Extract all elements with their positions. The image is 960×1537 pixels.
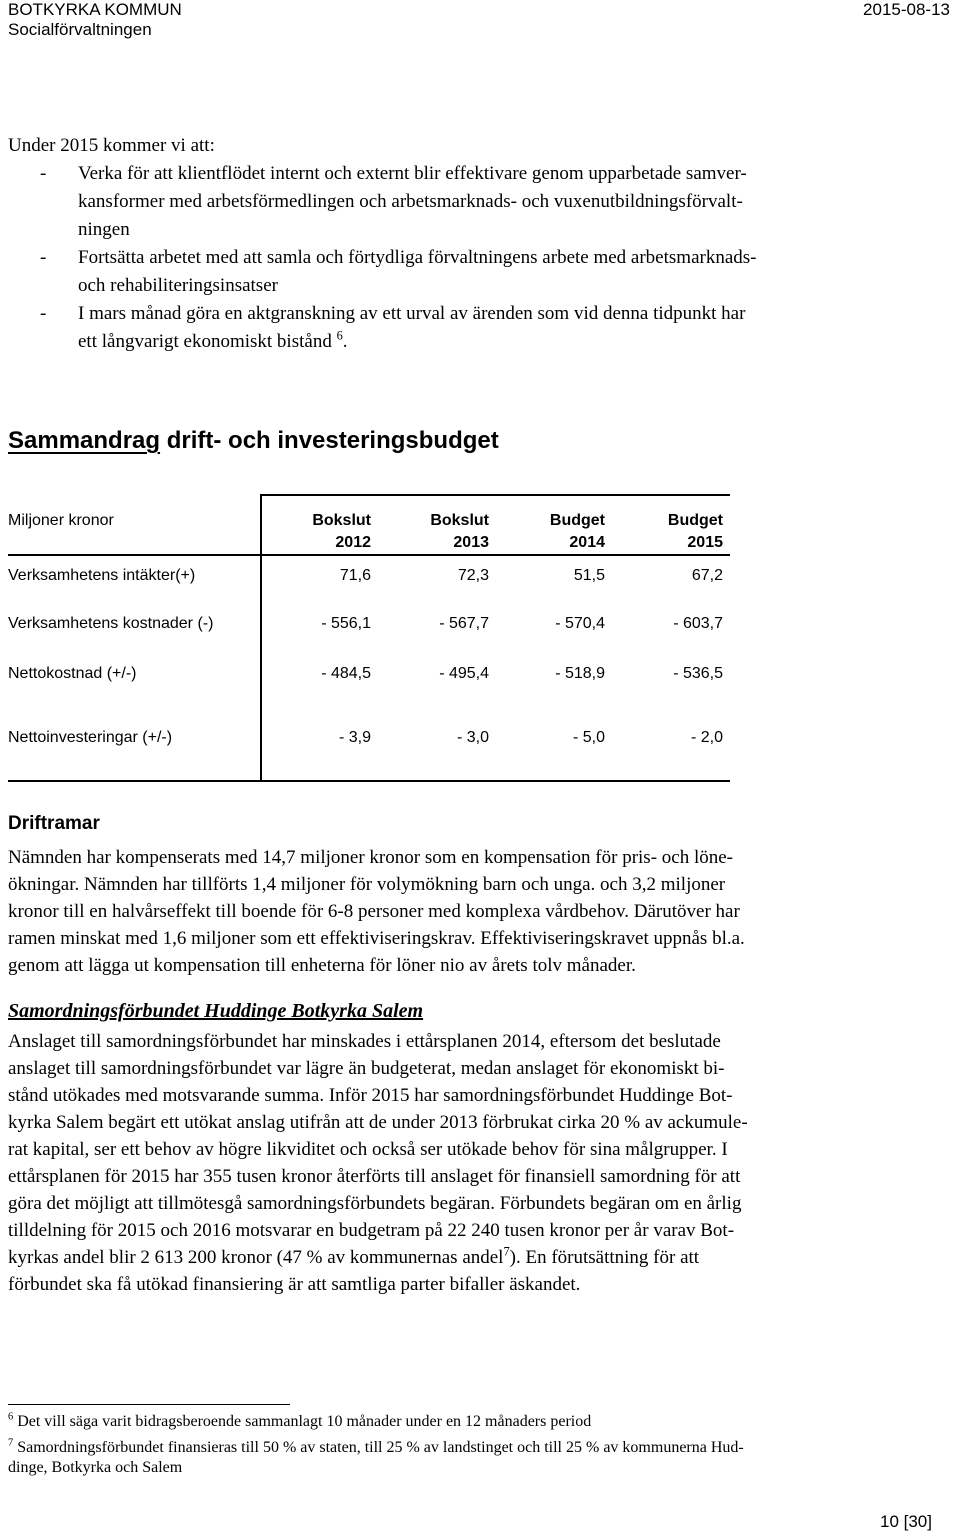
footnote-line: dinge, Botkyrka och Salem [8,1459,183,1476]
header-date: 2015-08-13 [863,0,950,19]
paragraph-line: Nämnden har kompenserats med 14,7 miljoner kronor som en kompensation för pris- och löne- [8,847,733,868]
column-header [379,510,489,554]
org-name: BOTKYRKA KOMMUN [8,0,182,19]
paragraph-line: Anslaget till samordningsförbundet har minskades i ettårsplanen 2014, eftersom det beslutade [8,1031,721,1052]
table-cell: 51,5 [573,567,605,584]
list-item-line [78,328,928,356]
paragraph-line: stånd utökades med motsvarande summa. Inför 2015 har samordningsförbundet Huddinge Bot- [8,1085,733,1106]
driftramar-heading: Driftramar [8,813,100,834]
table-cell: - 495,4 [439,665,489,682]
table-header-rule [8,554,730,556]
table-cell: - 484,5 [321,665,371,682]
paragraph-line: anslaget till samordningsförbundet var lägre än budgeterat, medan anslaget för ekonomiskt bi- [8,1058,725,1079]
list-dash: - [40,247,47,268]
footnote-text: Det vill säga varit bidragsberoende sammanlagt 10 månader under en 12 månaders period [17,1413,592,1430]
footnote [8,1412,928,1432]
list-item-text: ett långvarigt ekonomiskt bistånd [78,331,332,352]
paragraph-line: ökningar. Nämnden har tillförts 1,4 miljoner för volymökning barn och unga. och 3,2 miljoner [8,874,726,895]
row-label: Verksamhetens kostnader (-) [8,615,214,632]
paragraph-line: tilldelning för 2015 och 2016 motsvarar en budgetram på 22 240 tusen kronor per år varav Bot- [8,1220,735,1241]
table-cell: 67,2 [691,567,723,584]
footnote-number: 7 [8,1437,14,1449]
row-label: Nettokostnad (+/-) [8,665,137,682]
footnote-number: 6 [8,1411,14,1423]
table-cell: - 2,0 [690,729,723,746]
list-item-line: Fortsätta arbetet med att samla och förtydliga förvaltningens arbete med arbetsmarknads- [78,247,757,268]
paragraph-line: ramen minskat med 1,6 miljoner som ett effektiviseringskrav. Effektiviseringskravet uppnås bl.a. [8,928,745,949]
footnote-line [8,1438,928,1458]
paragraph-line [8,1244,924,1271]
footnote-ref[interactable]: 7 [503,1244,510,1259]
table-cell: - 556,1 [321,615,371,632]
list-item [8,160,928,244]
table-cell: 71,6 [339,567,371,584]
footnote-divider [8,1404,290,1405]
column-year: 2013 [453,534,489,551]
footnote [8,1438,928,1478]
paragraph-line: förbundet ska få utökad finansiering är att samtliga parter bifaller äskandet. [8,1274,581,1295]
row-label: Verksamhetens intäkter(+) [8,567,196,584]
column-header [495,510,605,554]
paragraph-line: rat kapital, ser ett behov av högre likviditet och också ser utökade behov för sina målgrupper. I [8,1139,728,1160]
table-cell: - 5,0 [572,729,605,746]
summary-heading [8,426,499,456]
list-dash: - [40,303,47,324]
summary-heading-underlined: Sammandrag [8,427,161,454]
driftramar-paragraph [8,844,924,979]
table-cell: - 518,9 [555,665,605,682]
column-kind: Bokslut [430,512,489,529]
page-header-left [8,0,182,40]
column-kind: Budget [549,512,605,529]
column-kind: Bokslut [312,512,371,529]
paragraph-text: ). En förutsättning för att [509,1247,700,1268]
list-item-punct: . [342,331,348,352]
list-dash: - [40,163,47,184]
list-item [8,300,928,356]
list-item-line: I mars månad göra en aktgranskning av ett urval av ärenden som vid denna tidpunkt har [78,303,746,324]
table-cell: - 567,7 [439,615,489,632]
samordning-heading: Samordningsförbundet Huddinge Botkyrka Salem [8,1000,424,1022]
list-item-line: och rehabiliteringsinsatser [78,275,278,296]
paragraph-line: ettårsplanen för 2015 har 355 tusen kronor återförts till anslaget för finansiell samordning för att [8,1166,741,1187]
column-year: 2012 [335,534,371,551]
budget-table [8,494,730,782]
table-cell: - 536,5 [673,665,723,682]
table-cell: 72,3 [457,567,489,584]
list-item-line: kansformer med arbetsförmedlingen och arbetsmarknads- och vuxenutbildningsförvalt- [78,191,743,212]
paragraph-text: kyrkas andel blir 2 613 200 kronor (47 % av kommunernas andel [8,1247,504,1268]
column-year: 2015 [687,534,723,551]
table-cell: - 603,7 [673,615,723,632]
page-number: 10 [30] [880,1512,932,1531]
row-label: Nettoinvesteringar (+/-) [8,729,173,746]
intro-lead: Under 2015 kommer vi att: [8,135,215,156]
column-year: 2014 [569,534,605,551]
table-unit-label: Miljoner kronor [8,512,114,529]
column-header [613,510,723,554]
table-cell: - 3,9 [338,729,371,746]
table-top-rule [260,494,730,496]
summary-heading-rest: drift- och investeringsbudget [160,427,499,454]
department-name: Socialförvaltningen [8,20,152,39]
paragraph-line: kyrka Salem begärt ett utökat anslag utifrån att de under 2013 förbrukat cirka 20 % av ackumule- [8,1112,748,1133]
footnote-line [8,1412,928,1432]
footnote-text: Samordningsförbundet finansieras till 50 % av staten, till 25 % av landstinget och till 25 % av kommunerna Hud- [17,1439,744,1456]
footnote-ref[interactable]: 6 [336,328,343,343]
intro-section [8,132,928,356]
table-cell: - 3,0 [456,729,489,746]
paragraph-line: genom att lägga ut kompensation till enheterna för löner nio av årets tolv månader. [8,955,636,976]
paragraph-line: göra det möjligt att tillmötesgå samordningsförbundets begäran. Förbundets begäran om en årlig [8,1193,742,1214]
list-item-line: Verka för att klientflödet internt och externt blir effektivare genom upparbetade samver- [78,163,747,184]
paragraph-line: kronor till en halvårseffekt till boende för 6-8 personer med komplexa vårdbehov. Därutöver har [8,901,740,922]
samordning-paragraph [8,1028,924,1298]
list-item-line: ningen [78,219,130,240]
table-cell: - 570,4 [555,615,605,632]
table-bottom-rule [8,780,730,782]
column-header [261,510,371,554]
list-item [8,244,928,300]
column-kind: Budget [667,512,723,529]
